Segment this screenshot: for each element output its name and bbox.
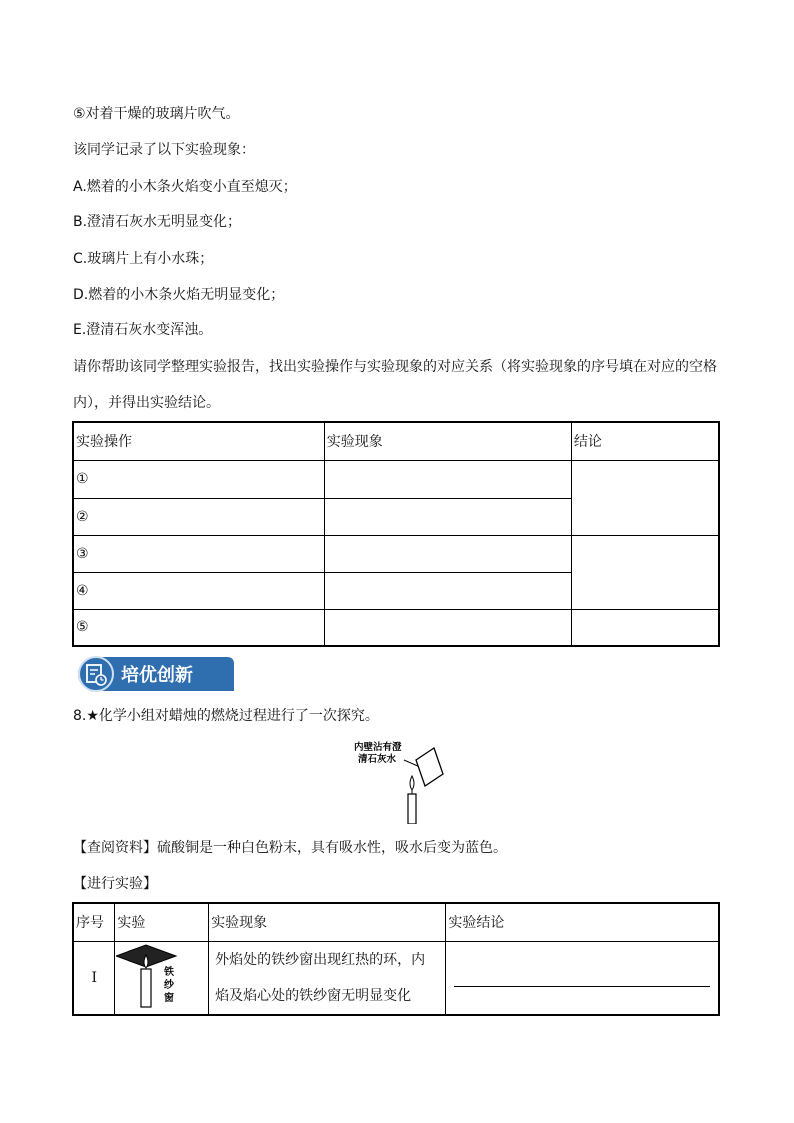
table-row <box>73 460 719 498</box>
inverted-beaker <box>416 748 443 786</box>
conclusion-answer-cell[interactable] <box>571 535 719 609</box>
phenomenon-answer-cell[interactable] <box>324 572 571 609</box>
phenomenon-answer-cell[interactable] <box>324 535 571 572</box>
question-8-title: 8.★化学小组对蜡烛的燃烧过程进行了一次探究。 <box>73 708 379 724</box>
badge-label: 培优创新 <box>121 665 193 686</box>
header-conclusion: 结论 <box>571 422 719 460</box>
table-header-row <box>73 903 719 941</box>
header-operation: 实验操作 <box>73 422 324 460</box>
figure-label-line-1: 内壁沾有澄 <box>354 742 402 753</box>
section-badge <box>77 655 235 692</box>
header-experiment: 实验 <box>115 903 209 941</box>
header-phenomenon: 实验现象 <box>209 903 446 941</box>
header-number: 序号 <box>73 903 115 941</box>
header-conclusion: 实验结论 <box>446 903 719 941</box>
candle <box>141 969 151 1007</box>
lookup-text: 【查阅资料】硫酸铜是一种白色粉末，具有吸水性，吸水后变为蓝色。 <box>73 840 507 856</box>
phenomenon-e: E.澄清石灰水变浑浊。 <box>73 322 213 338</box>
phenomenon-b: B.澄清石灰水无明显变化； <box>73 214 242 230</box>
candle-beaker-figure <box>354 738 446 824</box>
instruction-line-1: 请你帮助该同学整理实验报告，找出实验操作与实验现象的对应关系（将实验现象的序号填在对应的空格 <box>73 359 717 375</box>
conclusion-answer-cell[interactable] <box>571 609 719 646</box>
phenomenon-answer-cell[interactable] <box>324 609 571 646</box>
figure-label-line-2: 清石灰水 <box>358 754 397 765</box>
phenomenon-a: A.燃着的小木条火焰变小直至熄灭； <box>73 179 297 195</box>
instruction-line-2: 内），并得出实验结论。 <box>73 395 220 411</box>
row-label: ② <box>73 498 324 535</box>
phenomenon-cell <box>209 941 446 1015</box>
table-row <box>73 535 719 572</box>
gauze-label-char: 窗 <box>164 993 174 1004</box>
candle-flame <box>410 776 414 790</box>
conclusion-cell <box>446 941 719 1015</box>
header-phenomenon: 实验现象 <box>324 422 571 460</box>
row-label: ⑤ <box>73 609 324 646</box>
phenomenon-c: C.玻璃片上有小水珠； <box>73 251 214 267</box>
gauze-label-char: 铁 <box>164 967 174 978</box>
phenomenon-answer-cell[interactable] <box>324 460 571 498</box>
operation-5-text: ⑤对着干燥的玻璃片吹气。 <box>73 106 240 122</box>
row-number: I <box>73 941 115 1015</box>
row-label: ④ <box>73 572 324 609</box>
row-label: ③ <box>73 535 324 572</box>
table-header-row <box>73 422 719 460</box>
gauze-candle-figure <box>116 943 206 1011</box>
conclusion-answer-blank[interactable] <box>454 985 710 987</box>
phenomenon-d: D.燃着的小木条火焰无明显变化； <box>73 287 285 303</box>
phenomenon-line-2: 焰及焰心处的铁纱窗无明显变化 <box>215 987 412 1004</box>
experiment-heading: 【进行实验】 <box>73 876 157 892</box>
report-table <box>72 421 720 647</box>
phenomenon-answer-cell[interactable] <box>324 498 571 535</box>
record-intro-text: 该同学记录了以下实验现象： <box>73 142 255 158</box>
phenomenon-line-1: 外焰处的铁纱窗出现红热的环，内 <box>215 951 426 968</box>
conclusion-answer-cell[interactable] <box>571 460 719 535</box>
row-label: ① <box>73 460 324 498</box>
table-row <box>73 609 719 646</box>
candle <box>408 794 416 824</box>
gauze-label-char: 纱 <box>164 980 174 991</box>
candle-flame <box>144 955 148 968</box>
